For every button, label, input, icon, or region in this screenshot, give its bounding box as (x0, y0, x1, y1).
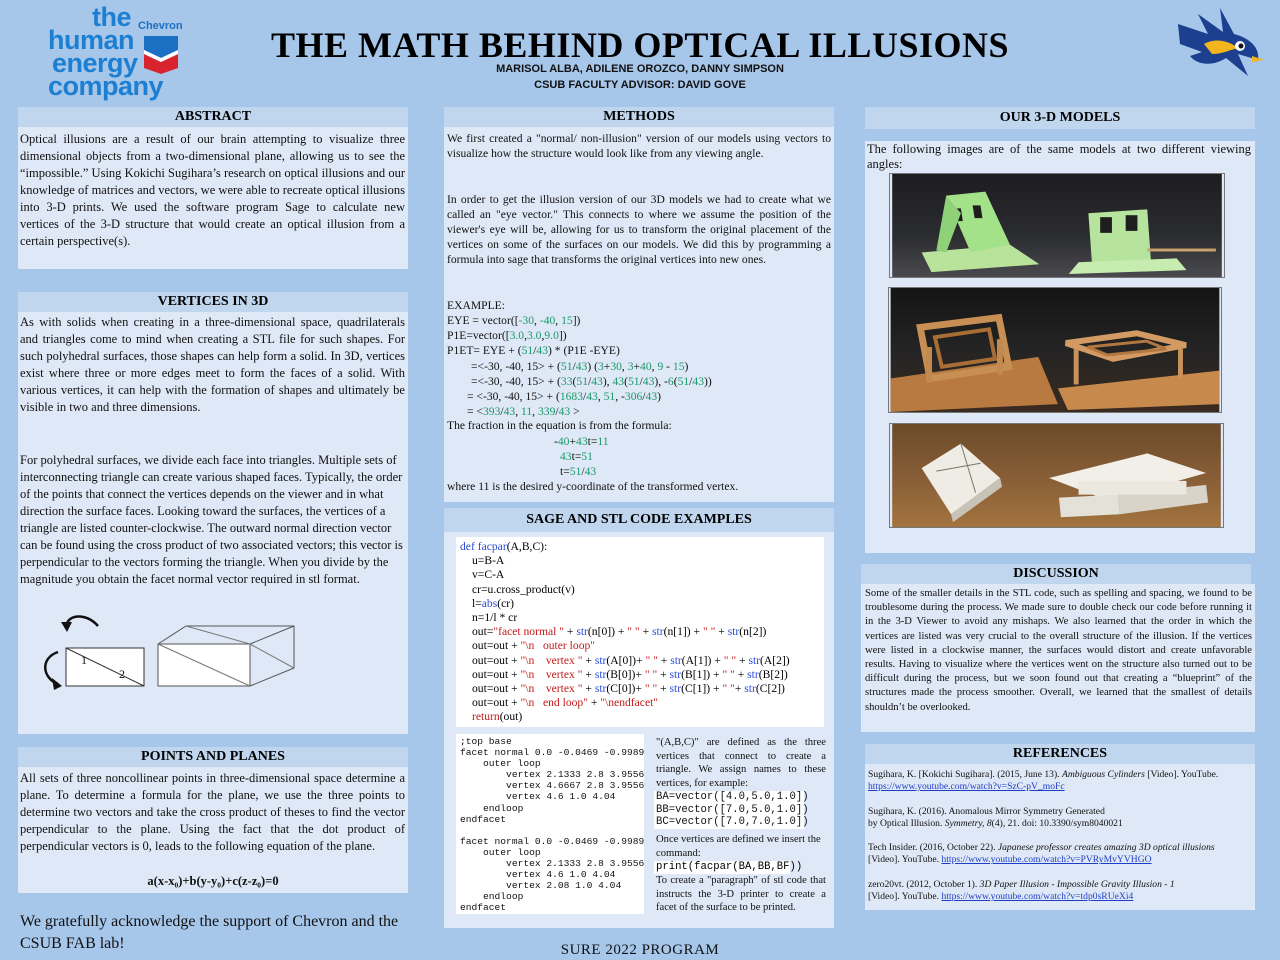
code-line: out=out + "\n vertex " + str(C[0])+ " " + str(C[1]) + " "+ str(C[2]) (472, 682, 785, 696)
reference-link[interactable]: https://www.youtube.com/watch?v=PVRyMvYVHGO (941, 854, 1152, 866)
reference-item: Sugihara, K. (2016). Anomalous Mirror Symmetry Generated (868, 805, 1105, 817)
reference-item: Sugihara, K. [Kokichi Sugihara]. (2015, June 13). Ambiguous Cylinders [Video]. YouTube. (868, 769, 1219, 780)
reference-item: by Optical Illusion. Symmetry, 8(4), 21. doi: 10.3390/sym8040021 (868, 817, 1123, 829)
abstract-title: ABSTRACT (18, 107, 408, 127)
reference-link[interactable]: https://www.youtube.com/watch?v=tdp0sRUeXi4 (941, 891, 1134, 903)
example-line: =<-30, -40, 15> + (33(51/43), 43(51/43), -6(51/43)) (471, 374, 712, 388)
example-label: EXAMPLE: (447, 299, 505, 312)
poster-title: THE MATH BEHIND OPTICAL ILLUSIONS (271, 25, 1009, 65)
code-line: out="facet normal " + str(n[0]) + " " + str(n[1]) + " " + str(n[2]) (472, 625, 767, 639)
fraction-formula (554, 434, 609, 480)
code-line: v=C-A (472, 568, 505, 582)
code-line: cr=u.cross_product(v) (472, 582, 575, 596)
formula-line: 43t=51 (560, 450, 593, 464)
discussion-title: DISCUSSION (861, 564, 1251, 584)
example-line: P1E=vector([3.0,3.0,9.0]) (447, 329, 567, 343)
code-line: n=1/l * cr (472, 611, 518, 625)
references-list: Sugihara, K. [Kokichi Sugihara]. (2015, June 13). Ambiguous Cylinders [Video]. YouTube. https://www.youtube.com/watch?v=SzC-pV_moFc Sugihara, K. (2016). Anomalous Mirror Symmetry Generated by Optical Illusion. Symmetry, 8(4), 21. doi: 10.3390/sym8040021 Tech Insider. (2016, October 22). Japanese professor creates amazing 3D optical illusions [Video]. YouTube. https://www.youtube.com/watch?v=PVRyMvYVHGO zero20vt. (2012, October 1). 3D Paper Illusion - Impossible Gravity Illusion - 1 [Video]. YouTube. https://www.youtube.com/watch?v=tdp0sRUeXi4 (868, 769, 1252, 903)
vertex-assignments: BA=vector([4.0,5.0,1.0]) BB=vector([7.0,5.0,1.0]) BC=vector([7.0,7.0,1.0]) (656, 791, 809, 828)
example-line: EYE = vector([-30, -40, 15]) (447, 314, 581, 327)
example-line: =<-30, -40, 15> + (51/43) (3+30, 3+40, 9 - 15) (471, 359, 689, 373)
roadrunner-mascot-icon (1168, 4, 1264, 84)
formula-line: -40+43t=11 (554, 435, 609, 448)
models-title: OUR 3-D MODELS (865, 107, 1255, 129)
chevron-logo: the human energy company (48, 2, 164, 101)
example-line: = <-30, -40, 15> + (1683/43, 51, -306/43) (467, 390, 661, 404)
discussion-text: Some of the smaller details in the STL code, such as spelling and spacing, we found to be troublesome during the process. We made sure to double check our code before running it in the 3-D Viewer to avoid any mishaps. We also learned that the order in which the vertices are listed was very crucial to the overall structure of the illusion. If the vertices were listed in a clockwise manner, the surfaces would distort and create unfavorable results. Having to visualize where the vertices went on the structure also turned out to be difficult during the process, but we soon found out that creating a “blueprint” of the structures made the process smoother. Overall, we learned that the smallest of details shouldn’t be overlooked. (865, 588, 1252, 713)
example-line: = <393/43, 11, 339/43 > (467, 405, 580, 419)
abstract-text: Optical illusions are a result of our brain attempting to visualize three dimensional objects from a two-dimensional plane, allowing us to see the “impossible.” Using Kokichi Sugihara’s research on optical illusions and our knowledge of matrices and vectors, we were able to recreate optical illusions into 3-D prints. We used the software program Sage to calculate new vertices of the 3-D structure that would create an optical illusion from a certain perspective(s). (20, 132, 405, 248)
vertices-title: VERTICES IN 3D (18, 292, 408, 312)
points-title: POINTS AND PLANES (18, 747, 408, 767)
stl-code: ;top base facet normal 0.0 -0.0469 -0.9989 outer loop vertex 2.1333 2.8 3.9556 vertex 4.6667 2.8 3.9556 vertex 4.6 1.0 4.04 endloop endfacet facet normal 0.0 -0.0469 -0.9989 outer loop vertex 2.1333 2.8 3.9556 vertex 4.6 1.0 4.04 vertex 2.08 1.0 4.04 endloop endfacet (460, 736, 645, 914)
green-model-photo (889, 173, 1225, 278)
points-text: All sets of three noncollinear points in three-dimensional space determine a plane. To determine a formula for the plane, we use the three points to determine two vectors and take the cross product of theses to find the vector perpendicular to the plane. Using the fact that the dot product of perpendicular vectors is 0, leads to the following equation of the plane. (20, 771, 405, 853)
plane-equation: a(x-x₀)+b(y-y₀)+c(z-z₀)=0 (147, 874, 279, 888)
methods-closing: where 11 is the desired y-coordinate of the transformed vertex. (447, 480, 739, 493)
sage-note-1: "(A,B,C)" are defined as the three vertices that connect to create a triangle. We assign names to these vertices, for example: (656, 737, 826, 789)
sage-code (460, 540, 790, 725)
vertices-paragraph-1: As with solids when creating in a three-dimensional space, quadrilaterals and triangles come to mind when creating a STL file for such shapes. For such polyhedral surfaces, those shapes can help form a solid. In 3D, vertices exist where three or more edges meet to form the faces of a solid. With various vertices, it can help with the formation of shapes and ultimately be visible in two and three dimensions. (20, 315, 405, 414)
reference-item: zero20vt. (2012, October 1). 3D Paper Illusion - Impossible Gravity Illusion - 1 (868, 878, 1175, 890)
eye-vector-example (447, 313, 831, 419)
references-title: REFERENCES (865, 744, 1255, 764)
vertex-label-2: 2 (119, 667, 125, 681)
code-line: return(out) (472, 710, 523, 724)
wooden-model-photo (888, 287, 1222, 413)
sage-note-3: To create a "paragraph" of stl code that instructs the 3-D printer to create a facet of the surface to be printed. (656, 875, 826, 914)
methods-title: METHODS (444, 107, 834, 127)
triangle-orientation-figure (36, 608, 306, 692)
code-line: l=abs(cr) (472, 596, 514, 610)
fraction-note: The fraction in the equation is from the formula: (447, 419, 672, 432)
code-line: out=out + "\n vertex " + str(A[0])+ " " + str(A[1]) + " " + str(A[2]) (472, 653, 790, 667)
white-model-photo (889, 423, 1224, 528)
code-line: out=out + "\n vertex " + str(B[0])+ " " + str(B[1]) + " " + str(B[2]) (472, 667, 788, 681)
reference-link[interactable]: https://www.youtube.com/watch?v=SzC-pV_moFc (868, 781, 1065, 793)
authors: MARISOL ALBA, ADILENE OROZCO, DANNY SIMPSON (496, 63, 784, 75)
print-command: print(facpar(BA,BB,BF)) (656, 861, 803, 873)
example-line: P1ET= EYE + (51/43) * (P1E -EYE) (447, 344, 620, 358)
reference-item: Tech Insider. (2016, October 22). Japanese professor creates amazing 3D optical illusions (868, 842, 1215, 854)
code-line: def facpar(A,B,C): (460, 540, 548, 553)
methods-paragraph-1: We first created a "normal/ non-illusion" version of our models using vectors to visualize how the structure would look like from any viewing angle. (447, 132, 831, 160)
vertex-label-1: 1 (81, 653, 87, 667)
footer-program: SURE 2022 PROGRAM (560, 942, 720, 958)
advisor: CSUB FACULTY ADVISOR: DAVID GOVE (534, 79, 746, 91)
code-line: out=out + "\n end loop" + "\nendfacet" (472, 696, 659, 710)
methods-paragraph-2: In order to get the illusion version of our 3D models we had to create what we called an "eye vector." This connects to where we assume the position of the viewer's eye will be, allowing for us to transform the original placement of the vertices on some of the surfaces on our models. We did this by programming a formula into sage that transforms the original vertices into new ones. (447, 193, 831, 266)
chevron-wordmark: Chevron (138, 20, 183, 32)
acknowledgement: We gratefully acknowledge the support of Chevron and the CSUB FAB lab! (20, 913, 399, 952)
models-intro: The following images are of the same models at two different viewing angles: (867, 142, 1251, 171)
sage-note-2: Once vertices are defined we insert the command: (656, 834, 821, 859)
code-line: out=out + "\n outer loop" (472, 639, 596, 653)
formula-line: t=51/43 (560, 465, 597, 479)
vertices-paragraph-2: For polyhedral surfaces, we divide each face into triangles. Multiple sets of interconnecting triangle can create various shaped faces. Typically, the order of the points that connect the vertices depends on the viewer and in what direction the surface faces. Looking toward the surfaces, the vertices of a triangle are listed counter-clockwise. The outward normal direction vector can be found using the cross product of two associated vectors; this vector is perpendicular to the vectors forming the triangle. When you divide by the magnitude you obtain the facet normal vector required in stl format. (20, 453, 403, 586)
code-line: u=B-A (472, 554, 505, 568)
sage-title: SAGE AND STL CODE EXAMPLES (444, 508, 834, 532)
chevron-emblem-icon (140, 32, 182, 74)
